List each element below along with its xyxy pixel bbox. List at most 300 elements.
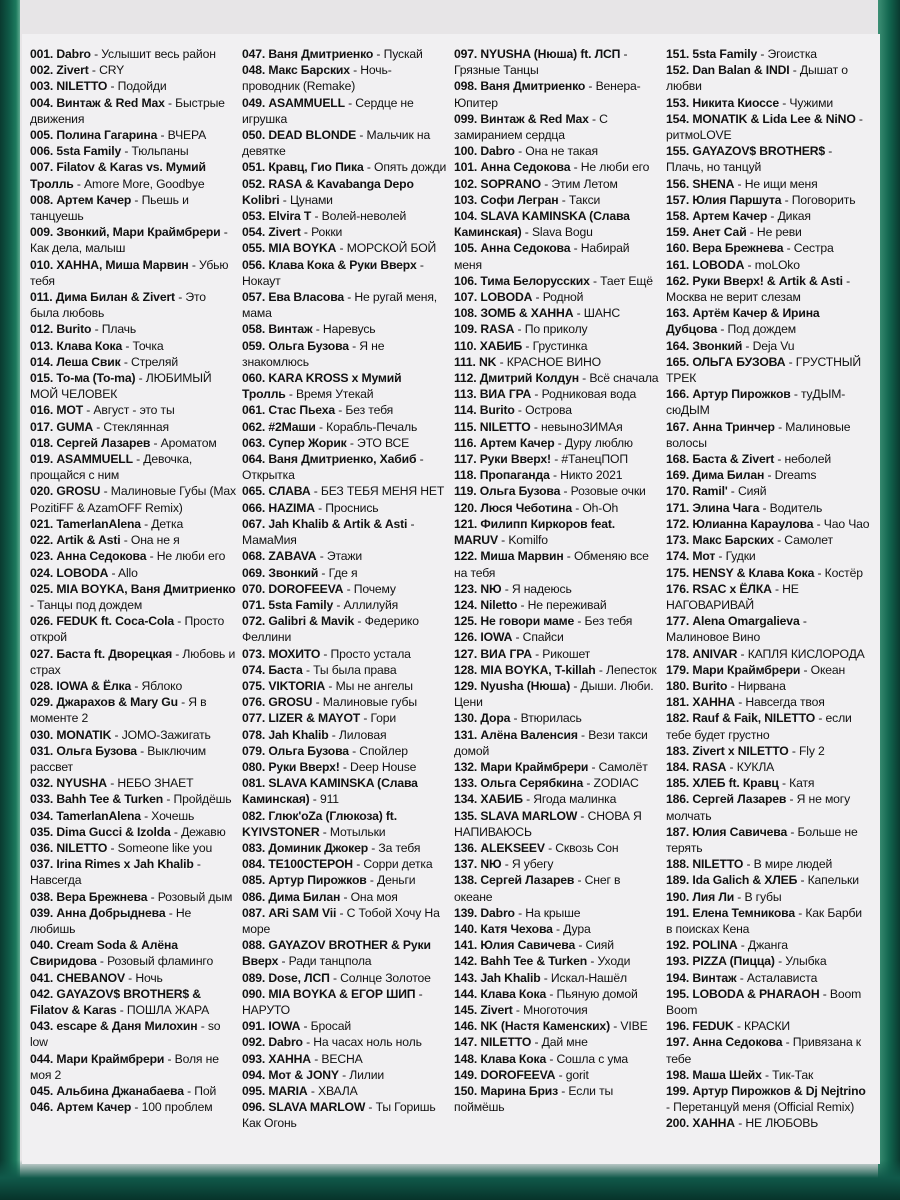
track-number: 164. xyxy=(666,338,690,353)
track-artist: Ramil' xyxy=(692,484,728,499)
track-entry xyxy=(666,694,876,710)
track-separator: - xyxy=(558,192,569,207)
track-separator: - xyxy=(73,176,85,191)
track-artist: GAYAZOV$ BROTHER$ xyxy=(692,144,826,159)
track-separator: - xyxy=(771,581,783,596)
track-separator: - xyxy=(336,905,347,920)
track-entry xyxy=(30,354,242,370)
track-entry xyxy=(30,824,242,840)
track-number: 119. xyxy=(454,484,477,499)
track-number: 168. xyxy=(666,452,690,467)
track-artist: Мот xyxy=(692,549,716,564)
track-number: 094. xyxy=(242,1067,266,1082)
track-entry xyxy=(242,727,454,743)
track-entry xyxy=(242,240,454,256)
track-number: 146. xyxy=(454,1019,478,1034)
track-separator: - xyxy=(174,290,186,305)
track-separator: - xyxy=(540,176,552,191)
track-entry xyxy=(30,321,242,337)
track-separator: - xyxy=(416,257,424,272)
track-separator: - xyxy=(746,225,757,240)
track-separator: - xyxy=(574,873,585,888)
track-number: 134. xyxy=(454,792,478,807)
track-separator: - xyxy=(164,1051,175,1066)
track-number: 120. xyxy=(454,500,478,515)
track-number: 153. xyxy=(666,95,690,110)
track-separator: - xyxy=(531,387,542,402)
track-title: На часах ноль ноль xyxy=(313,1035,422,1050)
track-number: 196. xyxy=(666,1019,690,1034)
track-separator: - xyxy=(794,905,806,920)
track-number: 177. xyxy=(666,614,690,629)
track-entry xyxy=(30,694,242,726)
track-separator: - xyxy=(620,47,628,61)
track-title: Привязана к тебе xyxy=(666,1035,861,1066)
track-separator: - xyxy=(318,565,329,580)
track-number: 042. xyxy=(30,986,54,1001)
track-entry xyxy=(454,937,666,953)
track-title: #ТанецПОП xyxy=(561,452,628,467)
track-title: Малиновые Губы (Max PozitiFF & AzamOFF Remix) xyxy=(30,484,236,515)
track-artist: Zivert xyxy=(56,63,89,78)
track-separator: - xyxy=(340,889,351,904)
track-title: Ночь-проводник (Remake) xyxy=(242,63,392,94)
track-artist: Люся Чеботина xyxy=(480,500,572,515)
track-artist: Кравц, Гио Пика xyxy=(268,160,364,175)
track-title: Сошла с ума xyxy=(556,1051,629,1066)
track-title: туДЫМ-сюДЫМ xyxy=(666,387,846,418)
track-artist: Мари Краймбрери xyxy=(56,1051,165,1066)
track-title: Водитель xyxy=(769,500,823,515)
track-entry xyxy=(454,775,666,791)
track-separator: - xyxy=(774,954,786,969)
track-entry xyxy=(454,613,666,629)
track-entry xyxy=(30,856,242,888)
track-title: Чао Чао xyxy=(823,516,870,531)
track-separator: - xyxy=(587,954,598,969)
track-separator: - xyxy=(108,565,119,580)
track-title: КРАСНОЕ ВИНО xyxy=(506,354,601,369)
track-title: Почему xyxy=(353,581,396,596)
track-separator: - xyxy=(570,241,581,256)
track-title: Стеклянная xyxy=(103,419,169,434)
track-artist: RASA & Kavabanga Depo Kolibri xyxy=(242,176,414,207)
track-number: 167. xyxy=(666,419,690,434)
track-artist: RASA xyxy=(692,759,727,774)
tracklist-columns xyxy=(30,46,876,1132)
track-artist: Винтаж & Red Max xyxy=(480,111,589,126)
track-number: 114. xyxy=(454,403,477,418)
track-artist: Лия Ли xyxy=(692,889,735,904)
track-artist: Ольга Бузова xyxy=(268,338,349,353)
track-artist: NILETTO xyxy=(480,1035,532,1050)
track-entry xyxy=(454,516,666,548)
track-separator: - xyxy=(767,209,778,224)
track-entry xyxy=(242,402,454,418)
track-number: 057. xyxy=(242,290,266,305)
track-artist: Доминик Джокер xyxy=(268,840,369,855)
track-separator: - xyxy=(727,484,738,499)
track-number: 160. xyxy=(666,241,690,256)
track-title: Она не я xyxy=(130,533,180,548)
track-separator: - xyxy=(131,1100,142,1115)
track-number: 147. xyxy=(454,1035,478,1050)
tracklist-column-4 xyxy=(666,46,876,1132)
track-entry xyxy=(454,402,666,418)
track-separator: - xyxy=(737,646,748,661)
track-entry xyxy=(666,824,876,856)
track-separator: - xyxy=(842,273,851,288)
track-artist: Юлия Паршута xyxy=(692,192,782,207)
track-separator: - xyxy=(825,144,833,159)
track-title: Спайси xyxy=(522,630,564,645)
track-separator: - xyxy=(497,533,509,548)
track-artist: Zivert xyxy=(268,225,301,240)
track-artist: NILETTO xyxy=(56,840,108,855)
track-title: Этим Летом xyxy=(551,176,618,191)
track-title: НЕБО ЗНАЕТ xyxy=(117,776,194,791)
track-separator: - xyxy=(800,662,811,677)
track-title: Эгоистка xyxy=(767,47,817,61)
track-artist: Анет Сай xyxy=(692,225,747,240)
track-number: 037. xyxy=(30,857,54,872)
track-entry xyxy=(666,937,876,953)
track-separator: - xyxy=(788,743,800,758)
track-artist: Джарахов & Mary Gu xyxy=(56,695,178,710)
track-entry xyxy=(666,889,876,905)
track-number: 023. xyxy=(30,549,54,564)
track-entry xyxy=(454,159,666,175)
track-entry xyxy=(242,581,454,597)
track-title: Розовый дым xyxy=(157,889,233,904)
track-artist: Jah Khalib & Artik & Asti xyxy=(268,516,408,531)
track-entry xyxy=(666,467,876,483)
track-title: Без тебя xyxy=(584,614,633,629)
track-number: 109. xyxy=(454,322,478,337)
track-number: 129. xyxy=(454,678,478,693)
track-separator: - xyxy=(30,597,38,612)
track-separator: - xyxy=(131,192,142,207)
tracklist-column-1 xyxy=(30,46,242,1132)
track-number: 191. xyxy=(666,905,690,920)
track-separator: - xyxy=(368,840,379,855)
track-number: 154. xyxy=(666,111,690,126)
track-title: ПОШЛА ЖАРА xyxy=(126,1002,210,1017)
track-title: Дежавю xyxy=(181,824,226,839)
track-artist: NYUSHA (Нюша) ft. ЛСП xyxy=(480,47,621,61)
track-entry xyxy=(242,62,454,94)
track-artist: PIZZA (Пицца) xyxy=(692,954,775,969)
track-entry xyxy=(454,240,666,272)
track-title: Fly 2 xyxy=(799,743,825,758)
track-title: Пройдёшь xyxy=(173,792,232,807)
track-number: 166. xyxy=(666,387,690,402)
track-number: 159. xyxy=(666,225,690,240)
track-number: 020. xyxy=(30,484,54,499)
track-title: Пускай xyxy=(383,47,423,61)
tracklist-sheet xyxy=(22,34,880,1164)
track-entry xyxy=(30,419,242,435)
track-separator: - xyxy=(174,614,185,629)
track-separator: - xyxy=(335,403,346,418)
track-artist: MONATIK xyxy=(56,727,112,742)
track-title: Стреляй xyxy=(130,354,178,369)
track-entry xyxy=(242,176,454,208)
track-artist: Клава Кока & Руки Вверх xyxy=(268,257,417,272)
track-separator: - xyxy=(717,322,728,337)
track-artist: IOWA xyxy=(480,630,513,645)
track-separator: - xyxy=(744,257,755,272)
track-separator: - xyxy=(512,1002,524,1017)
track-entry xyxy=(454,483,666,499)
track-artist: ВИА ГРА xyxy=(479,387,532,402)
track-title: Как дела, малыш xyxy=(30,241,126,256)
track-number: 121. xyxy=(454,516,478,531)
track-artist: Руки Вверх! & Artik & Asti xyxy=(692,273,843,288)
track-artist: Супер Жорик xyxy=(268,435,347,450)
track-entry xyxy=(242,127,454,159)
track-title: Девочка, прощайся с ним xyxy=(30,452,193,483)
track-artist: Алёна Валенсия xyxy=(480,727,578,742)
track-artist: Тима Белорусских xyxy=(480,273,590,288)
track-number: 105. xyxy=(454,241,478,256)
track-title: Oh-Oh xyxy=(582,500,619,515)
track-artist: 5sta Family xyxy=(56,144,122,159)
track-entry xyxy=(30,581,242,613)
track-separator: - xyxy=(360,711,371,726)
track-entry xyxy=(242,370,454,402)
track-entry xyxy=(454,419,666,435)
track-title: Втюрилась xyxy=(520,711,582,726)
track-number: 029. xyxy=(30,695,54,710)
track-artist: NYUSHA xyxy=(56,776,107,791)
track-number: 033. xyxy=(30,792,54,807)
track-separator: - xyxy=(514,403,526,418)
track-artist: Мари Краймбрери xyxy=(480,759,589,774)
track-number: 072. xyxy=(242,614,266,629)
track-artist: MIA BOYKA xyxy=(268,241,337,256)
track-artist: Artik & Asti xyxy=(56,533,121,548)
track-title: Я в моменте 2 xyxy=(30,695,207,726)
track-title: Чужими xyxy=(789,95,833,110)
track-artist: CHEBANOV xyxy=(56,970,125,985)
track-separator: - xyxy=(588,111,600,126)
track-separator: - xyxy=(560,484,571,499)
track-separator: - xyxy=(759,500,770,515)
track-entry xyxy=(242,516,454,548)
track-separator: - xyxy=(336,241,347,256)
track-entry xyxy=(242,662,454,678)
track-number: 097. xyxy=(454,47,478,61)
track-artist: ХАБИБ xyxy=(480,792,523,807)
track-artist: Burito xyxy=(56,322,92,337)
track-entry xyxy=(666,46,876,62)
track-number: 030. xyxy=(30,727,54,742)
track-artist: DEAD BLONDE xyxy=(268,128,357,143)
track-number: 035. xyxy=(30,824,54,839)
track-entry xyxy=(242,338,454,370)
track-title: Обменяю все на тебя xyxy=(454,549,649,580)
track-separator: - xyxy=(595,662,606,677)
track-number: 113. xyxy=(454,387,477,402)
track-number: 026. xyxy=(30,614,54,629)
track-separator: - xyxy=(734,889,745,904)
track-artist: Анна Седокова xyxy=(480,241,571,256)
track-number: 132. xyxy=(454,759,478,774)
track-number: 055. xyxy=(242,241,266,256)
track-title: Плачь, но танцуй xyxy=(666,160,762,175)
track-title: Мотыльки xyxy=(329,824,386,839)
track-title: Дышат о любви xyxy=(666,63,848,94)
track-title: Москва не верит слезам xyxy=(666,290,801,305)
track-title: Тик-Так xyxy=(772,1067,814,1082)
track-entry xyxy=(242,257,454,289)
track-title: За тебя xyxy=(378,840,421,855)
track-entry xyxy=(454,953,666,969)
track-entry xyxy=(30,483,242,515)
track-artist: Irina Rimes x Jah Khalib xyxy=(56,857,194,872)
track-separator: - xyxy=(554,435,565,450)
track-title: Точка xyxy=(132,338,164,353)
track-separator: - xyxy=(781,192,792,207)
track-artist: Филипп Киркоров feat. MARUV xyxy=(454,516,616,548)
track-separator: - xyxy=(106,776,118,791)
track-entry xyxy=(454,289,666,305)
track-number: 100. xyxy=(454,144,478,159)
track-number: 069. xyxy=(242,565,266,580)
track-separator: - xyxy=(416,452,424,467)
track-separator: - xyxy=(734,1116,746,1131)
track-number: 181. xyxy=(666,695,690,710)
track-number: 019. xyxy=(30,452,54,467)
track-separator: - xyxy=(726,759,737,774)
track-title: Малиновые волосы xyxy=(666,419,851,450)
track-artist: Ida Galich & ХЛЕБ xyxy=(692,873,798,888)
track-artist: Ольга Бузова xyxy=(479,484,561,499)
track-artist: ASAMMUELL xyxy=(268,95,345,110)
track-artist: ХАННА, Миша Марвин xyxy=(56,257,189,272)
track-entry xyxy=(454,354,666,370)
track-number: 117. xyxy=(454,452,477,467)
track-number: 098. xyxy=(454,79,478,94)
track-title: Любовь и страх xyxy=(30,646,236,677)
track-separator: - xyxy=(573,306,584,321)
track-separator: - xyxy=(96,954,108,969)
track-number: 021. xyxy=(30,516,54,531)
track-separator: - xyxy=(349,63,361,78)
track-separator: - xyxy=(522,338,533,353)
track-title: Мальчик на девятке xyxy=(242,128,431,159)
track-entry xyxy=(666,500,876,516)
track-artist: Ольга Серябкина xyxy=(480,776,584,791)
track-artist: ASAMMUELL xyxy=(56,452,133,467)
track-title: Пьяную домой xyxy=(556,986,638,1001)
track-entry xyxy=(454,548,666,580)
track-entry xyxy=(666,905,876,937)
track-number: 139. xyxy=(454,905,478,920)
track-artist: Dan Balan & INDI xyxy=(692,63,790,78)
track-artist: Марина Бриз xyxy=(480,1084,559,1098)
track-artist: escape & Даня Милохин xyxy=(56,1019,198,1034)
track-artist: Zivert x NILETTO xyxy=(692,743,789,758)
track-entry xyxy=(242,710,454,726)
track-title: Пьешь и танцуешь xyxy=(30,192,189,224)
track-entry xyxy=(666,581,876,613)
track-artist: Винтаж xyxy=(268,322,313,337)
track-separator: - xyxy=(549,468,561,483)
track-title: На крыше xyxy=(525,905,581,920)
track-title: Amore More, Goodbye xyxy=(84,176,205,191)
track-artist: Ева Власова xyxy=(268,290,345,305)
track-number: 155. xyxy=(666,144,690,159)
track-separator: - xyxy=(329,970,341,985)
track-separator: - xyxy=(571,500,583,515)
track-entry xyxy=(454,467,666,483)
track-number: 140. xyxy=(454,921,478,936)
frame-right-edge xyxy=(878,0,900,1200)
track-title: Розовый фламинго xyxy=(107,954,214,969)
track-separator: - xyxy=(165,905,176,920)
track-number: 046. xyxy=(30,1100,54,1115)
track-separator: - xyxy=(540,970,551,985)
track-entry xyxy=(666,224,876,240)
track-artist: RASA xyxy=(480,322,515,337)
track-entry xyxy=(666,1083,876,1115)
track-number: 013. xyxy=(30,338,54,353)
track-number: 052. xyxy=(242,176,266,191)
track-separator: - xyxy=(312,695,323,710)
track-separator: - xyxy=(311,209,322,224)
track-number: 158. xyxy=(666,209,690,224)
track-entry xyxy=(454,727,666,759)
track-separator: - xyxy=(514,144,526,159)
track-title: В мире людей xyxy=(753,857,833,872)
track-entry xyxy=(666,95,876,111)
track-separator: - xyxy=(120,354,131,369)
track-number: 045. xyxy=(30,1084,54,1098)
track-separator: - xyxy=(310,1051,322,1066)
track-entry xyxy=(666,970,876,986)
track-number: 041. xyxy=(30,970,54,985)
track-number: 195. xyxy=(666,986,690,1001)
track-title: Ароматом xyxy=(160,435,217,450)
track-artist: Burito xyxy=(692,678,728,693)
track-separator: - xyxy=(121,144,132,159)
track-entry xyxy=(242,597,454,613)
track-title: Больше не терять xyxy=(666,824,858,855)
track-number: 115. xyxy=(454,419,477,434)
track-separator: - xyxy=(278,954,289,969)
track-number: 116. xyxy=(454,435,477,450)
frame-left-edge xyxy=(0,0,20,1200)
track-title: CRY xyxy=(99,63,125,78)
tracklist-column-2 xyxy=(242,46,454,1132)
track-entry xyxy=(30,791,242,807)
track-artist: МОХИТО xyxy=(268,646,321,661)
track-separator: - xyxy=(415,986,423,1001)
track-separator: - xyxy=(348,338,360,353)
track-artist: SLAVA KAMINSKA (Слава Каминская) xyxy=(454,209,630,240)
track-separator: - xyxy=(779,95,790,110)
track-artist: Мари Краймбрери xyxy=(692,662,801,677)
track-title: Проснись xyxy=(325,500,379,515)
track-artist: SLAVA MARLOW xyxy=(268,1100,366,1115)
track-separator: - xyxy=(320,646,331,661)
track-title: Наревусь xyxy=(322,322,376,337)
track-separator: - xyxy=(510,711,521,726)
track-artist: Артем Качер xyxy=(56,1100,132,1115)
track-title: Без тебя xyxy=(345,403,394,418)
